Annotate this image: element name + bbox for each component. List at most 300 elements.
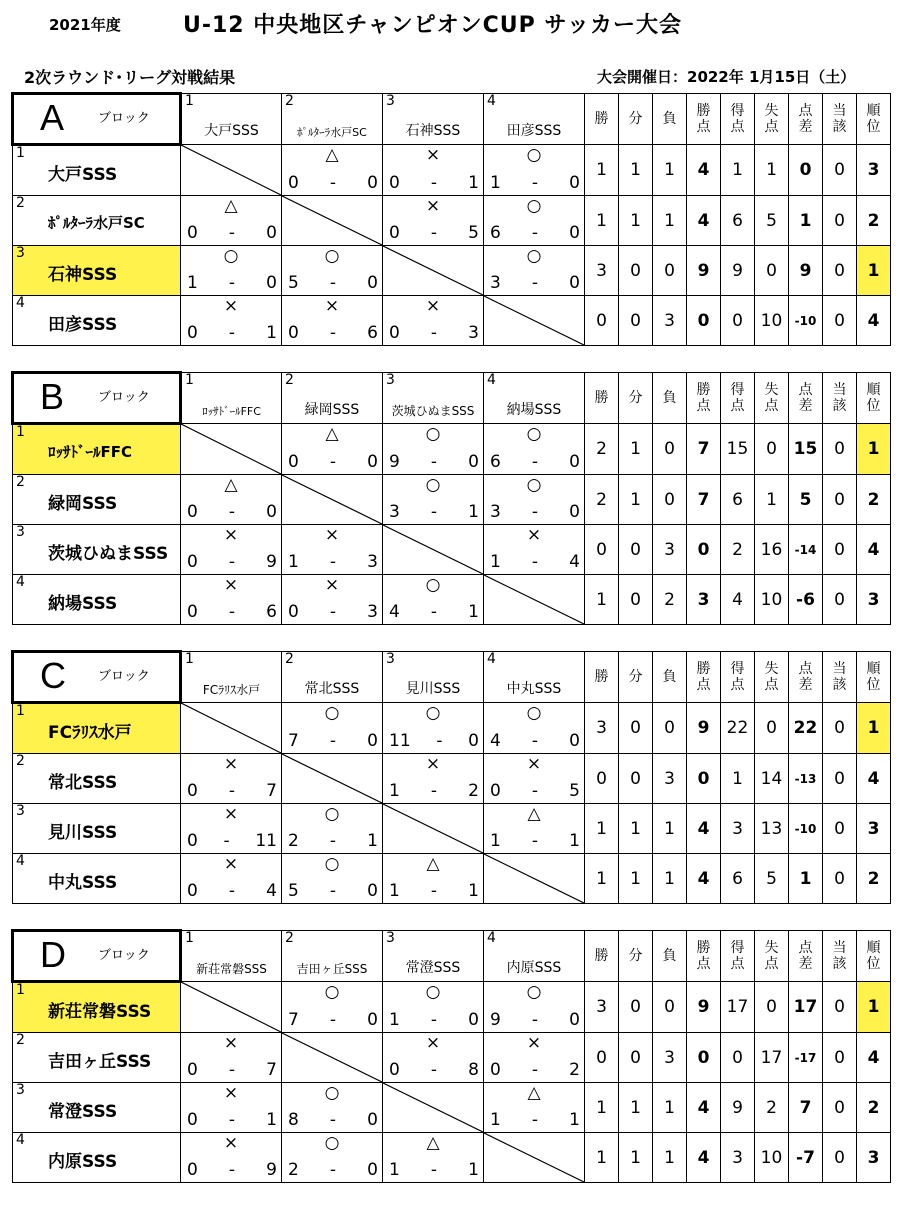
team-name: 大戸SSS [48, 165, 118, 185]
stat-draws: 0 [619, 296, 653, 346]
stat-header-goals-for [721, 931, 755, 982]
column-team-name: 常澄SSS [405, 960, 461, 976]
score-dash: - [531, 781, 539, 801]
stat-header-label: 失 点 [764, 382, 779, 414]
team-number: 4 [16, 295, 25, 311]
match-score [288, 733, 378, 750]
score-for: 3 [490, 273, 501, 293]
stat-goal-diff: 7 [789, 1083, 823, 1133]
stat-losses: 1 [653, 1083, 687, 1133]
stat-header-label: 負 [662, 669, 677, 685]
stat-header-label: 分 [628, 390, 643, 406]
match-result-symbol: × [223, 525, 239, 545]
stat-header-label: 当 該 [832, 382, 847, 414]
stat-rank: 2 [857, 196, 891, 246]
match-result-symbol: △ [224, 475, 238, 495]
stat-goals-against: 0 [755, 246, 789, 296]
match-cell [282, 854, 383, 904]
team-name: 田彦SSS [48, 315, 118, 335]
score-dash: - [228, 273, 236, 293]
score-against: 5 [468, 223, 479, 243]
match-score [187, 225, 277, 242]
stat-wins: 1 [585, 145, 619, 196]
diagonal-line [383, 1083, 483, 1132]
stat-points: 4 [687, 1083, 721, 1133]
team-number: 2 [16, 195, 25, 211]
score-for: 1 [490, 1110, 501, 1130]
stat-header-label: 当 該 [832, 940, 847, 972]
score-for: 5 [288, 881, 299, 901]
match-score [187, 604, 277, 621]
stat-goal-diff: 15 [789, 424, 823, 475]
score-for: 7 [288, 1010, 299, 1030]
score-for: 0 [288, 173, 299, 193]
match-score [389, 733, 479, 750]
team-number: 4 [16, 574, 25, 590]
column-team-name: 新荘常磐SSS [196, 962, 267, 976]
page-subtitle: 2次ラウンド･リーグ対戦結果 [24, 68, 236, 87]
match-result-symbol: × [526, 1033, 542, 1053]
stat-points: 4 [687, 854, 721, 904]
team-name: 常澄SSS [48, 1102, 118, 1122]
stat-goals-for: 3 [721, 804, 755, 854]
match-cell [282, 1083, 383, 1133]
match-result-symbol: × [324, 575, 340, 595]
match-cell [181, 1133, 282, 1183]
match-cell [383, 1033, 484, 1083]
column-number: 3 [386, 651, 395, 667]
score-for: 1 [490, 552, 501, 572]
team-cell [13, 854, 181, 904]
stat-draws: 0 [619, 246, 653, 296]
match-score [288, 1012, 378, 1029]
stat-header-goals-against [755, 94, 789, 145]
match-cell [383, 754, 484, 804]
match-result-symbol: × [324, 525, 340, 545]
block-a [11, 92, 890, 346]
stat-header-draws [619, 652, 653, 703]
match-cell [181, 246, 282, 296]
score-dash: - [531, 1110, 539, 1130]
stat-header-rank [857, 931, 891, 982]
team-name: 中丸SSS [48, 873, 118, 893]
match-cell-self [383, 246, 484, 296]
stat-draws: 0 [619, 575, 653, 625]
league-table [11, 650, 891, 904]
score-for: 1 [389, 1010, 400, 1030]
team-number: 1 [16, 982, 25, 998]
stat-rank: 4 [857, 296, 891, 346]
match-cell [181, 475, 282, 525]
block-letter: B [40, 376, 65, 417]
match-result-symbol: ○ [324, 982, 340, 1002]
stat-rank: 1 [857, 703, 891, 754]
score-against: 0 [367, 1010, 378, 1030]
self-match-diagonal [181, 145, 281, 195]
match-cell [383, 575, 484, 625]
team-row [13, 1133, 891, 1183]
column-team-name: 見川SSS [405, 681, 461, 697]
stat-header-head-to-head [823, 373, 857, 424]
team-cell [13, 145, 181, 196]
stat-header-points [687, 373, 721, 424]
stat-wins: 2 [585, 424, 619, 475]
match-score [389, 1012, 479, 1029]
score-for: 1 [389, 1160, 400, 1180]
match-score [187, 1162, 277, 1179]
stat-rank: 2 [857, 854, 891, 904]
score-for: 0 [389, 173, 400, 193]
stat-goals-for: 6 [721, 475, 755, 525]
page-title: U-12 中央地区チャンピオンCUP サッカー大会 [183, 13, 682, 38]
diagonal-line [383, 804, 483, 853]
match-score [288, 554, 378, 571]
score-dash: - [531, 1010, 539, 1030]
match-score [187, 275, 277, 292]
score-for: 1 [490, 173, 501, 193]
score-against: 0 [367, 731, 378, 751]
match-result-symbol: ○ [324, 1133, 340, 1153]
score-against: 9 [266, 552, 277, 572]
stat-header-wins [585, 652, 619, 703]
team-row [13, 575, 891, 625]
self-match-diagonal [282, 196, 382, 245]
match-result-symbol: ○ [425, 703, 441, 723]
score-against: 0 [569, 273, 580, 293]
score-for: 0 [288, 452, 299, 472]
score-for: 0 [187, 831, 198, 851]
stat-header-goal-diff [789, 94, 823, 145]
team-cell [13, 575, 181, 625]
team-cell [13, 475, 181, 525]
match-result-symbol: × [425, 296, 441, 316]
stat-draws: 1 [619, 145, 653, 196]
stat-losses: 1 [653, 1133, 687, 1183]
stat-goals-for: 17 [721, 982, 755, 1033]
score-dash: - [329, 831, 337, 851]
match-cell-self [484, 296, 585, 346]
column-number: 2 [285, 372, 294, 388]
column-header [484, 94, 585, 145]
stat-goals-for: 6 [721, 854, 755, 904]
stat-wins: 0 [585, 1033, 619, 1083]
match-result-symbol: × [425, 1033, 441, 1053]
match-result-symbol: △ [527, 804, 541, 824]
stat-rank: 3 [857, 145, 891, 196]
stat-head-to-head: 0 [823, 296, 857, 346]
stat-goals-for: 6 [721, 196, 755, 246]
score-dash: - [430, 1010, 438, 1030]
score-dash: - [329, 881, 337, 901]
stat-header-losses [653, 931, 687, 982]
diagonal-line [181, 982, 281, 1032]
column-header [181, 931, 282, 982]
match-cell [484, 703, 585, 754]
stat-wins: 1 [585, 1083, 619, 1133]
match-score [288, 1162, 378, 1179]
match-score [490, 225, 580, 242]
match-score [389, 783, 479, 800]
team-name: 内原SSS [48, 1152, 118, 1172]
match-cell [383, 703, 484, 754]
match-score [288, 1112, 378, 1129]
match-result-symbol: × [425, 754, 441, 774]
stat-goals-against: 10 [755, 575, 789, 625]
stat-losses: 3 [653, 1033, 687, 1083]
team-row [13, 982, 891, 1033]
score-for: 0 [187, 552, 198, 572]
score-dash: - [228, 881, 236, 901]
match-cell [282, 982, 383, 1033]
stat-header-goal-diff [789, 373, 823, 424]
stat-header-points [687, 94, 721, 145]
score-dash: - [329, 1160, 337, 1180]
diagonal-line [282, 475, 382, 524]
score-dash: - [430, 323, 438, 343]
team-number: 4 [16, 853, 25, 869]
team-row [13, 525, 891, 575]
team-name: ﾛｯｻﾄﾞｰﾙFFC [48, 443, 133, 461]
team-cell [13, 804, 181, 854]
stat-rank: 1 [857, 246, 891, 296]
column-number: 3 [386, 930, 395, 946]
match-score [389, 883, 479, 900]
team-row [13, 475, 891, 525]
match-cell-self [383, 1083, 484, 1133]
score-against: 5 [569, 781, 580, 801]
match-result-symbol: ○ [526, 145, 542, 165]
score-dash: - [228, 781, 236, 801]
stat-rank: 2 [857, 475, 891, 525]
stat-draws: 1 [619, 804, 653, 854]
diagonal-line [383, 525, 483, 574]
score-dash: - [329, 1110, 337, 1130]
match-cell [181, 525, 282, 575]
stat-header-goal-diff [789, 652, 823, 703]
stat-wins: 1 [585, 196, 619, 246]
match-score [389, 1162, 479, 1179]
stat-points: 7 [687, 475, 721, 525]
match-cell-self [383, 804, 484, 854]
stat-draws: 1 [619, 424, 653, 475]
match-cell [484, 145, 585, 196]
team-number: 2 [16, 1032, 25, 1048]
match-cell [484, 1083, 585, 1133]
score-against: 1 [468, 173, 479, 193]
score-for: 2 [288, 831, 299, 851]
stat-goal-diff: 22 [789, 703, 823, 754]
score-for: 0 [187, 1160, 198, 1180]
score-dash: - [228, 323, 236, 343]
match-result-symbol: △ [426, 1133, 440, 1153]
score-for: 2 [288, 1160, 299, 1180]
stat-goals-for: 15 [721, 424, 755, 475]
team-name: FCﾗﾘｽ水戸 [48, 723, 132, 743]
column-team-name: FCﾗﾘｽ水戸 [202, 683, 261, 697]
stat-draws: 0 [619, 703, 653, 754]
score-against: 0 [569, 1010, 580, 1030]
score-for: 6 [490, 223, 501, 243]
self-match-diagonal [181, 703, 281, 753]
match-cell [383, 1133, 484, 1183]
header-row [13, 94, 891, 145]
score-against: 3 [367, 552, 378, 572]
team-number: 4 [16, 1132, 25, 1148]
match-score [490, 1112, 580, 1129]
team-number: 1 [16, 145, 25, 161]
score-against: 4 [266, 881, 277, 901]
score-for: 1 [389, 881, 400, 901]
block-word: ブロック [98, 111, 150, 126]
stat-goals-for: 4 [721, 575, 755, 625]
stat-goals-for: 22 [721, 703, 755, 754]
stat-header-goals-against [755, 652, 789, 703]
match-cell [181, 804, 282, 854]
stat-header-head-to-head [823, 931, 857, 982]
stat-head-to-head: 0 [823, 703, 857, 754]
self-match-diagonal [181, 982, 281, 1032]
score-against: 6 [266, 602, 277, 622]
score-dash: - [228, 552, 236, 572]
score-for: 1 [490, 831, 501, 851]
match-result-symbol: × [223, 804, 239, 824]
match-cell-self [484, 1133, 585, 1183]
score-dash: - [228, 1060, 236, 1080]
match-cell-self [484, 854, 585, 904]
team-cell [13, 196, 181, 246]
stat-header-label: 勝 点 [696, 940, 711, 972]
block-label-cell [13, 373, 181, 424]
column-team-name: 内原SSS [506, 960, 562, 976]
match-score [490, 1012, 580, 1029]
score-against: 1 [266, 1110, 277, 1130]
stat-header-goals-for [721, 373, 755, 424]
team-name: 常北SSS [48, 773, 118, 793]
score-against: 1 [468, 602, 479, 622]
match-score [490, 554, 580, 571]
stat-goals-against: 16 [755, 525, 789, 575]
stat-rank: 4 [857, 1033, 891, 1083]
match-cell [282, 296, 383, 346]
score-for: 0 [288, 602, 299, 622]
stat-goals-against: 13 [755, 804, 789, 854]
match-result-symbol: ○ [324, 1083, 340, 1103]
score-against: 8 [468, 1060, 479, 1080]
stat-wins: 3 [585, 703, 619, 754]
team-number: 3 [16, 1082, 25, 1098]
team-row [13, 1083, 891, 1133]
stat-draws: 1 [619, 196, 653, 246]
stat-header-label: 勝 点 [696, 382, 711, 414]
match-cell [181, 575, 282, 625]
stat-losses: 1 [653, 145, 687, 196]
stat-goals-for: 2 [721, 525, 755, 575]
match-cell [484, 525, 585, 575]
stat-goal-diff: 17 [789, 982, 823, 1033]
stat-header-draws [619, 94, 653, 145]
team-name: ﾎﾟﾙﾀｰﾗ水戸SC [48, 214, 145, 232]
stat-losses: 0 [653, 246, 687, 296]
stat-header-label: 得 点 [730, 940, 745, 972]
match-result-symbol: × [526, 525, 542, 545]
stat-goals-against: 10 [755, 1133, 789, 1183]
team-row [13, 703, 891, 754]
stat-points: 0 [687, 754, 721, 804]
match-cell [282, 424, 383, 475]
stat-header-label: 点 差 [798, 103, 813, 135]
match-score [187, 883, 277, 900]
match-result-symbol: ○ [324, 854, 340, 874]
team-cell [13, 525, 181, 575]
stat-wins: 0 [585, 754, 619, 804]
diagonal-line [181, 703, 281, 753]
score-dash: - [430, 452, 438, 472]
stat-header-label: 順 位 [866, 661, 881, 693]
match-score [490, 175, 580, 192]
stat-wins: 1 [585, 854, 619, 904]
score-for: 5 [288, 273, 299, 293]
score-against: 0 [468, 452, 479, 472]
team-name: 茨城ひぬまSSS [48, 544, 169, 564]
match-result-symbol: ○ [425, 982, 441, 1002]
stat-header-points [687, 931, 721, 982]
block-b [11, 371, 890, 625]
match-result-symbol: × [324, 296, 340, 316]
match-score [389, 325, 479, 342]
stat-rank: 1 [857, 424, 891, 475]
block-word: ブロック [98, 948, 150, 963]
team-row [13, 424, 891, 475]
column-number: 1 [185, 930, 194, 946]
score-against: 0 [266, 273, 277, 293]
header-row [13, 931, 891, 982]
stat-rank: 3 [857, 575, 891, 625]
column-team-name: 常北SSS [304, 681, 360, 697]
stat-header-label: 負 [662, 390, 677, 406]
diagonal-line [484, 575, 584, 624]
stat-header-label: 点 差 [798, 382, 813, 414]
column-team-name: 大戸SSS [204, 123, 259, 139]
score-against: 0 [367, 1110, 378, 1130]
stat-goal-diff: -7 [789, 1133, 823, 1183]
stat-goals-against: 0 [755, 703, 789, 754]
column-number: 1 [185, 372, 194, 388]
score-against: 0 [569, 223, 580, 243]
match-result-symbol: ○ [425, 575, 441, 595]
match-score [187, 783, 277, 800]
stat-points: 9 [687, 246, 721, 296]
stat-header-rank [857, 652, 891, 703]
stat-header-label: 得 点 [730, 103, 745, 135]
match-result-symbol: ○ [526, 246, 542, 266]
stat-head-to-head: 0 [823, 754, 857, 804]
score-dash: - [228, 602, 236, 622]
team-cell [13, 982, 181, 1033]
diagonal-line [484, 1133, 584, 1182]
score-dash: - [531, 1060, 539, 1080]
match-cell [181, 1083, 282, 1133]
match-result-symbol: × [425, 145, 441, 165]
score-against: 1 [468, 1160, 479, 1180]
stat-header-label: 順 位 [866, 103, 881, 135]
match-cell [282, 145, 383, 196]
diagonal-line [383, 246, 483, 295]
score-against: 0 [569, 173, 580, 193]
match-result-symbol: ○ [526, 196, 542, 216]
stat-goals-for: 0 [721, 296, 755, 346]
stat-header-label: 得 点 [730, 382, 745, 414]
stat-losses: 0 [653, 982, 687, 1033]
